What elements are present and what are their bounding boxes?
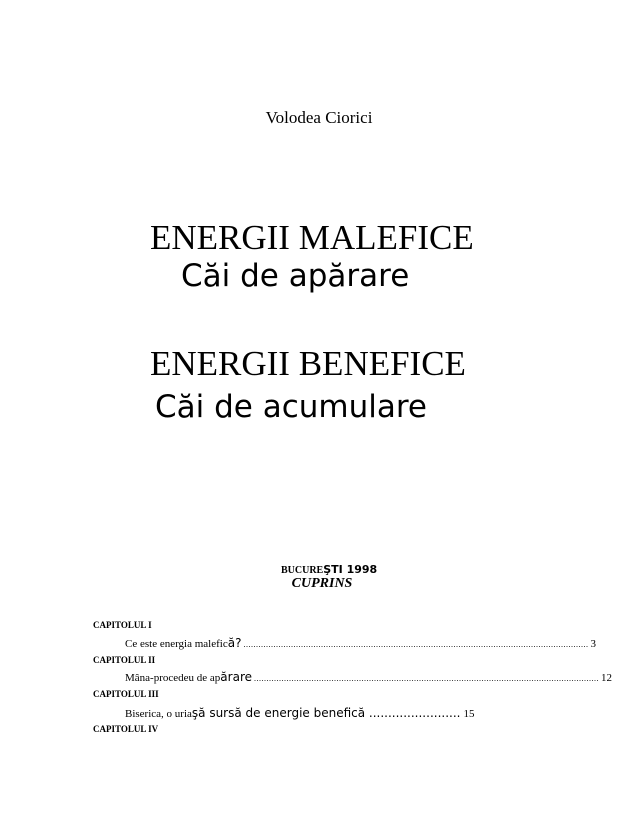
toc-entry-3-text: Biserica, o uria	[125, 708, 192, 720]
toc-entry-2-text: Mâna-procedeu de ap	[125, 672, 221, 684]
subtitle-cai-de-acumulare: Căi de acumulare	[155, 389, 427, 425]
subtitle-cai-de-aparare: Căi de apărare	[181, 258, 410, 294]
city-part2: ŞTI 1998	[323, 563, 378, 576]
title-energii-malefice: ENERGII MALEFICE	[150, 218, 474, 257]
toc-entry-1-page: 3	[590, 638, 596, 650]
toc-entry-2[interactable]	[125, 670, 612, 684]
title-energii-benefice: ENERGII BENEFICE	[150, 344, 466, 383]
toc-entry-2-text-b: ărare	[220, 670, 252, 684]
city-year	[281, 563, 377, 576]
toc-entry-3-page: 15	[463, 708, 475, 720]
toc-entry-3[interactable]	[125, 706, 475, 720]
author-name: Volodea Ciorici	[265, 108, 373, 127]
toc-chapter-4: CAPITOLUL IV	[93, 724, 159, 734]
toc-chapter-3: CAPITOLUL III	[93, 689, 159, 699]
toc-entry-3-text-b: şă sursă de energie benefică ........................	[191, 706, 461, 720]
toc-entry-1-text: Ce este energia malefic	[125, 638, 228, 650]
toc-entry-2-page: 12	[601, 672, 612, 684]
city-part1: BUCURE	[281, 565, 324, 576]
toc-entry-1[interactable]	[125, 636, 596, 650]
toc-chapter-2: CAPITOLUL II	[93, 655, 156, 665]
toc-leader-dots: ..........................................................................................................................................	[243, 640, 589, 649]
toc-chapter-1: CAPITOLUL I	[93, 620, 152, 630]
toc-entry-1-text-b: ă?	[227, 636, 242, 650]
toc-heading: CUPRINS	[291, 576, 353, 591]
toc-leader-dots: ..........................................................................................................................................	[254, 674, 599, 683]
